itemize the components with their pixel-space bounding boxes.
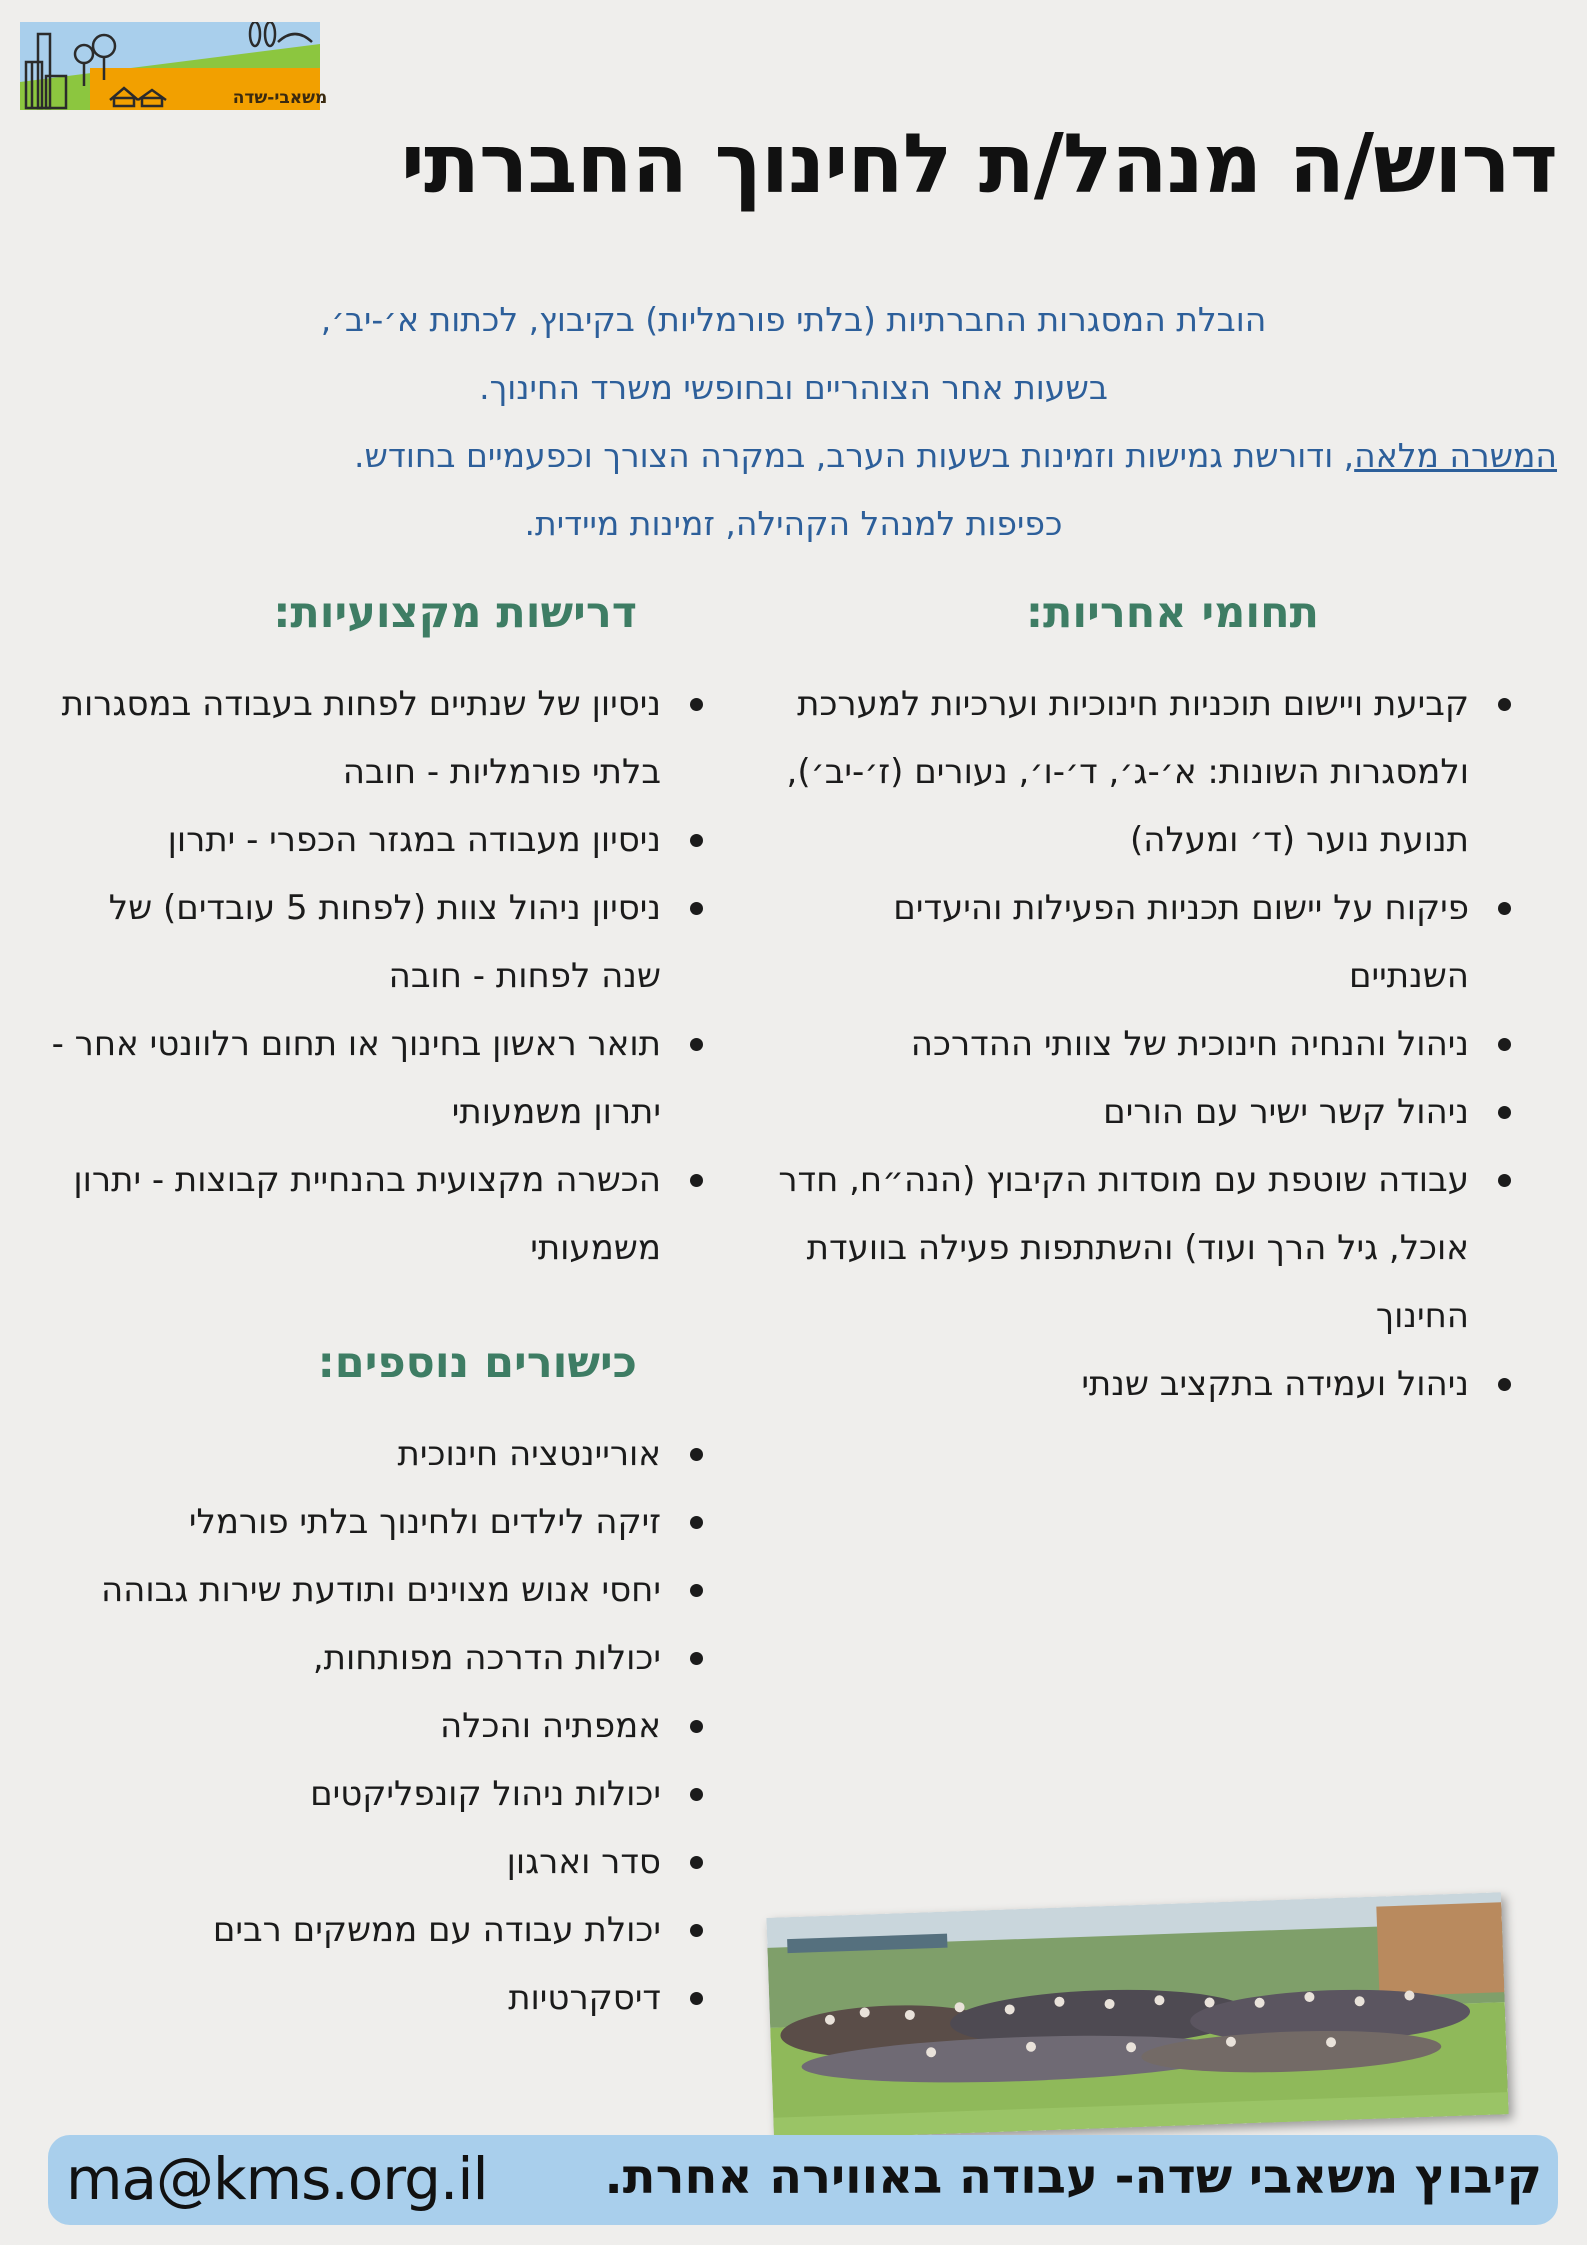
list-item: פיקוח על יישום תכניות הפעילות והיעדים השנתיים xyxy=(775,874,1515,1010)
intro-line-3-rest: , ודורשת גמישות וזמינות בשעות הערב, במקרה הצורך וכפעמיים בחודש. xyxy=(353,436,1355,475)
list-item: ניהול ועמידה בתקציב שנתי xyxy=(775,1350,1515,1418)
list-item: הכשרה מקצועית בהנחיית קבוצות - יתרון משמעותי xyxy=(47,1146,707,1282)
intro-paragraph xyxy=(20,286,1567,558)
contact-email[interactable]: ma@kms.org.il xyxy=(66,2145,488,2213)
list-item: אוריינטציה חינוכית xyxy=(87,1420,707,1488)
list-item: ניסיון ניהול צוות (לפחות 5 עובדים) של שנה לפחות - חובה xyxy=(47,874,707,1010)
list-item: סדר וארגון xyxy=(87,1828,707,1896)
list-item: יחסי אנוש מצוינים ותודעת שירות גבוהה xyxy=(87,1556,707,1624)
list-item: דיסקרטיות xyxy=(87,1964,707,2032)
list-item: ניסיון מעבודה במגזר הכפרי - יתרון xyxy=(47,806,707,874)
requirements-heading: דרישות מקצועיות: xyxy=(273,588,637,638)
group-photo-image xyxy=(766,1892,1508,2140)
intro-line-2: בשעות אחר הצוהריים ובחופשי משרד החינוך. xyxy=(479,368,1108,407)
logo-text: משאבי-שדה xyxy=(232,88,328,108)
list-item: זיקה לילדים ולחינוך בלתי פורמלי xyxy=(87,1488,707,1556)
footer-bar xyxy=(48,2135,1558,2225)
list-item: יכולות ניהול קונפליקטים xyxy=(87,1760,707,1828)
skills-heading: כישורים נוספים: xyxy=(317,1338,637,1388)
list-item: ניסיון של שנתיים לפחות בעבודה במסגרות בלתי פורמליות - חובה xyxy=(47,670,707,806)
intro-line-3 xyxy=(20,422,1567,490)
list-item: תואר ראשון בחינוך או תחום רלוונטי אחר - יתרון משמעותי xyxy=(47,1010,707,1146)
intro-line-4: כפיפות למנהל הקהילה, זמינות מיידית. xyxy=(524,504,1063,543)
intro-line-1: הובלת המסגרות החברתיות (בלתי פורמליות) בקיבוץ, לכתות א׳-יב׳, xyxy=(320,300,1267,339)
list-item: יכולות הדרכה מפותחות, xyxy=(87,1624,707,1692)
list-item: ניהול והנחיה חינוכית של צוותי ההדרכה xyxy=(775,1010,1515,1078)
group-photo xyxy=(766,1892,1508,2140)
requirements-list xyxy=(47,670,707,1282)
list-item: קביעת ויישום תוכניות חינוכיות וערכיות למערכת ולמסגרות השונות: א׳-ג׳, ד׳-ו׳, נעורים (ז׳-יב׳), תנועת נוער (ד׳ ומעלה) xyxy=(775,670,1515,874)
list-item: עבודה שוטפת עם מוסדות הקיבוץ (הנה״ח, חדר אוכל, גיל הרך ועוד) והשתתפות פעילה בוועדת החינוך xyxy=(775,1146,1515,1350)
skills-list xyxy=(87,1420,707,2032)
list-item: יכולת עבודה עם ממשקים רבים xyxy=(87,1896,707,1964)
page-title: דרוש/ה מנהל/ת לחינוך החברתי xyxy=(400,117,1557,212)
list-item: אמפתיה והכלה xyxy=(87,1692,707,1760)
responsibilities-heading: תחומי אחריות: xyxy=(1025,588,1319,638)
kibbutz-logo xyxy=(20,22,328,110)
full-time-highlight: המשרה מלאה xyxy=(1354,436,1557,475)
responsibilities-list xyxy=(775,670,1515,1418)
list-item: ניהול קשר ישיר עם הורים xyxy=(775,1078,1515,1146)
footer-slogan: קיבוץ משאבי שדה- עבודה באווירה אחרת. xyxy=(604,2149,1542,2205)
